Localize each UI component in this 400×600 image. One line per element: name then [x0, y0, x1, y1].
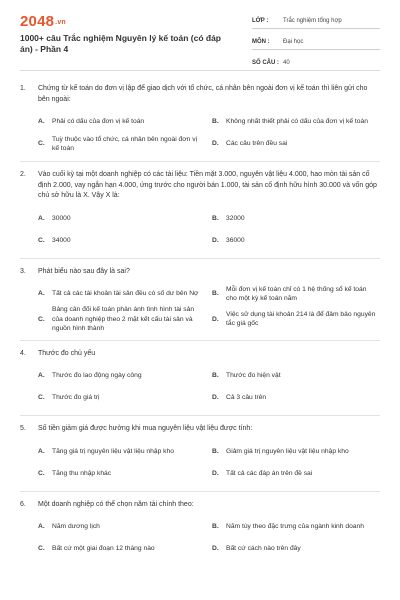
answer-options: [20, 441, 378, 485]
answer-text: Tăng thu nhập khác: [52, 469, 112, 477]
answer-letter: D.: [212, 236, 219, 244]
answer-option[interactable]: [212, 208, 378, 230]
question-number: 4.: [20, 349, 26, 357]
answer-options: [20, 516, 378, 560]
answer-option[interactable]: [38, 133, 204, 155]
question-item: [0, 267, 400, 334]
answer-option[interactable]: [212, 305, 378, 334]
answer-text: Năm tùy theo đặc trưng của ngành kinh doanh: [226, 523, 364, 531]
answer-letter: D.: [212, 315, 219, 323]
answer-text: Thước đo lao động ngày công: [52, 372, 142, 380]
answer-text: Thước đo giá trị: [52, 394, 100, 402]
answer-option[interactable]: [38, 111, 204, 133]
answer-letter: B.: [212, 290, 219, 298]
answer-letter: B.: [212, 523, 219, 531]
question-text: Thước đo chủ yếu: [38, 349, 96, 357]
question-text: Một doanh nghiệp có thể chọn năm tài chính theo:: [38, 500, 194, 508]
answer-option[interactable]: [212, 387, 378, 409]
answer-option[interactable]: [38, 538, 204, 560]
header: [0, 0, 400, 72]
question-head: [20, 349, 378, 360]
answer-text: 30000: [52, 214, 71, 222]
question-number: 6.: [20, 500, 26, 508]
question-text: Số tiền giảm giá được hưởng khi mua nguyên liệu vật liệu được tính:: [38, 425, 253, 432]
answer-option[interactable]: [212, 365, 378, 387]
question-head: [20, 424, 378, 435]
question-head: [20, 84, 378, 105]
meta-label: MÔN :: [252, 39, 270, 45]
answer-letter: A.: [38, 214, 45, 222]
answer-text: Bảng cân đối kế toán phản ánh tình hình tài sản của doanh nghiệp theo 2 mặt kết cấu tài sản và nguồn hình thành: [52, 306, 195, 332]
meta-label: SỐ CÂU :: [252, 60, 279, 66]
meta-row-subject: [252, 35, 380, 50]
meta-row-count: [252, 56, 380, 71]
site-logo[interactable]: [20, 13, 66, 30]
question-text: Vào cuối kỳ tại một doanh nghiệp có các tài liệu: Tiền mặt 3.000, nguyên vật liệu 4.000, hao mòn tài sản cố định 2.000, vay ngắn hạn 4.000, ứng trước cho người bán 1.000, tài sản cố định hữu hình 30.000 và vốn góp chủ sở hữu là X. Vậy X là:: [38, 171, 377, 199]
answer-option[interactable]: [38, 283, 204, 305]
answer-letter: A.: [38, 372, 45, 380]
question-number: 2.: [20, 171, 26, 178]
answer-letter: D.: [212, 545, 219, 553]
answer-option[interactable]: [38, 230, 204, 252]
answer-text: Phải có dấu của đơn vị kế toán: [52, 118, 145, 126]
answer-option[interactable]: [38, 365, 204, 387]
answer-text: Tuỳ thuộc vào tổ chức, cá nhân bên ngoài đơn vị kế toán: [52, 135, 198, 152]
answer-text: 34000: [52, 236, 71, 244]
answer-option[interactable]: [212, 463, 378, 485]
document-title: 1000+ câu Trắc nghiệm Nguyên lý kế toán (có đáp án) - Phần 4: [20, 33, 221, 54]
question-item: [0, 84, 400, 155]
meta-value: Đại học: [283, 39, 304, 45]
answer-letter: C.: [38, 140, 45, 148]
answer-letter: A.: [38, 118, 45, 126]
question-head: [20, 170, 378, 202]
answer-letter: C.: [38, 315, 45, 323]
question-number: 5.: [20, 425, 26, 432]
answer-text: Việc sử dụng tài khoản 214 là để đảm bảo nguyên tắc giá gốc: [226, 310, 376, 328]
answer-option[interactable]: [212, 538, 378, 560]
meta-row-class: [252, 14, 380, 29]
answer-letter: B.: [212, 214, 219, 222]
answer-letter: A.: [38, 523, 45, 531]
answer-options: [20, 283, 378, 334]
meta-panel: [252, 14, 380, 77]
answer-option[interactable]: [38, 387, 204, 409]
answer-text: Mỗi đơn vị kế toán chỉ có 1 hệ thống sổ kế toán cho một kỳ kế toán năm: [226, 285, 367, 302]
answer-letter: B.: [212, 118, 219, 126]
answer-letter: B.: [212, 372, 219, 380]
answer-text: Tất cả các đáp án trên đề sai: [226, 469, 313, 477]
question-text: Chứng từ kế toán do đơn vị lập để giao dịch với tổ chức, cá nhân bên ngoài đơn vị kế toán thì liên gửi cho bên ngoài:: [38, 85, 368, 103]
question-number: 3.: [20, 267, 26, 275]
header-divider: [20, 70, 380, 71]
question-item: [0, 170, 400, 252]
question-list: [0, 72, 400, 560]
answer-letter: A.: [38, 290, 45, 298]
question-separator: [20, 415, 380, 416]
question-item: [0, 424, 400, 485]
question-separator: [20, 258, 380, 259]
answer-text: Các câu trên đều sai: [226, 140, 288, 148]
answer-text: Bất cứ cách nào trên đây: [226, 545, 301, 553]
answer-letter: A.: [38, 447, 45, 455]
answer-option[interactable]: [38, 305, 204, 334]
answer-text: Tăng giá trị nguyên liệu vật liệu nhập kho: [52, 447, 174, 455]
answer-option[interactable]: [38, 208, 204, 230]
answer-options: [20, 208, 378, 252]
logo-text: 2048: [20, 13, 55, 30]
answer-text: 36000: [226, 236, 245, 244]
meta-value: 40: [283, 60, 290, 66]
answer-option[interactable]: [38, 463, 204, 485]
answer-text: Thước đo hiện vật: [226, 372, 281, 380]
answer-options: [20, 365, 378, 409]
answer-text: Năm dương lịch: [52, 523, 100, 531]
question-text: Phát biểu nào sau đây là sai?: [38, 267, 130, 275]
question-number: 1.: [20, 85, 26, 92]
question-item: [0, 349, 400, 410]
logo-suffix: .vn: [55, 19, 66, 26]
answer-letter: D.: [212, 394, 219, 402]
answer-letter: C.: [38, 394, 45, 402]
answer-text: Bất cứ một giai đoạn 12 tháng nào: [52, 545, 155, 553]
answer-letter: D.: [212, 469, 219, 477]
answer-letter: D.: [212, 140, 219, 148]
answer-text: 32000: [226, 214, 245, 222]
answer-text: Cả 3 câu trên: [226, 394, 267, 402]
answer-option[interactable]: [38, 441, 204, 463]
answer-text: Không nhất thiết phải có dấu của đơn vị kế toán: [226, 118, 368, 126]
question-head: [20, 500, 378, 511]
answer-option[interactable]: [212, 441, 378, 463]
answer-option[interactable]: [212, 516, 378, 538]
meta-label: LỚP :: [252, 18, 269, 24]
answer-letter: C.: [38, 236, 45, 244]
answer-letter: B.: [212, 447, 219, 455]
answer-option[interactable]: [212, 133, 378, 155]
answer-option[interactable]: [212, 283, 378, 305]
answer-option[interactable]: [212, 111, 378, 133]
answer-letter: C.: [38, 469, 45, 477]
question-separator: [20, 340, 380, 341]
answer-text: Giảm giá trị nguyên liệu vật liệu nhập kho: [226, 447, 349, 455]
answer-option[interactable]: [38, 516, 204, 538]
answer-text: Tất cả các tài khoản tài sản đều có số dư bên Nợ: [52, 290, 199, 298]
meta-value: Trắc nghiệm tổng hợp: [283, 18, 342, 24]
answer-letter: C.: [38, 545, 45, 553]
question-item: [0, 500, 400, 561]
question-head: [20, 267, 378, 278]
answer-options: [20, 111, 378, 155]
answer-option[interactable]: [212, 230, 378, 252]
question-separator: [20, 161, 380, 162]
question-separator: [20, 491, 380, 492]
